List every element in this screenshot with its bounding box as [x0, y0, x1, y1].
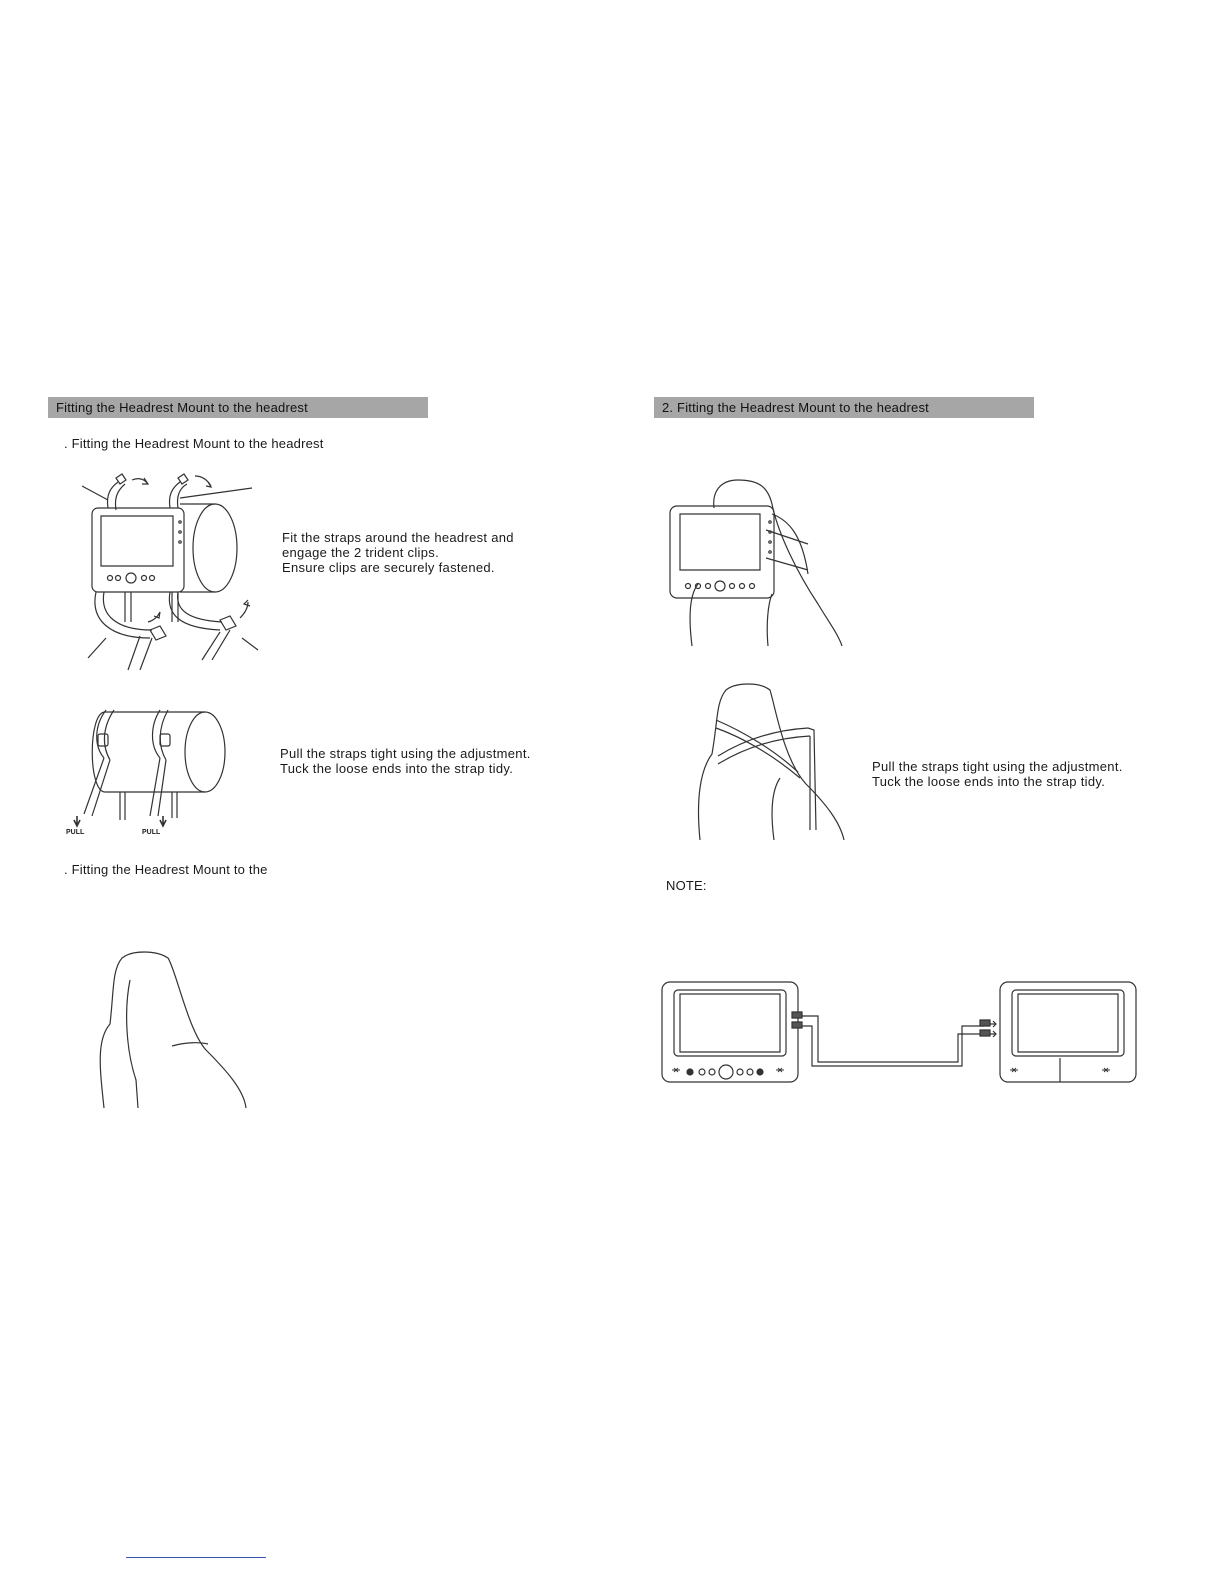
text-line: engage the 2 trident clips.	[282, 545, 439, 560]
seat-headrest-illustration	[96, 950, 248, 1110]
text-line: Fit the straps around the headrest and	[282, 530, 514, 545]
left-section-a-title: . Fitting the Headrest Mount to the headrest	[64, 436, 324, 451]
footer-link-underline[interactable]	[126, 1557, 266, 1558]
text-line: Pull the straps tight using the adjustment.	[280, 746, 531, 761]
text-line: Pull the straps tight using the adjustment.	[872, 759, 1123, 774]
text-line: Tuck the loose ends into the strap tidy.	[872, 774, 1106, 789]
left-section-header: Fitting the Headrest Mount to the headrest	[48, 397, 428, 418]
screen-on-seat-illustration	[668, 474, 848, 649]
pull-straps-illustration	[80, 706, 230, 836]
left-step2-text	[280, 746, 531, 776]
note-label: NOTE:	[666, 878, 707, 893]
two-screens-connection-illustration	[660, 980, 1140, 1085]
pull-label: PULL	[142, 829, 161, 836]
left-step1-text	[282, 530, 514, 575]
left-section-b-title: . Fitting the Headrest Mount to the	[64, 862, 268, 877]
pull-label: PULL	[66, 829, 85, 836]
right-section-header: 2. Fitting the Headrest Mount to the headrest	[654, 397, 1034, 418]
text-line: Ensure clips are securely fastened.	[282, 560, 495, 575]
crossed-straps-illustration	[694, 680, 846, 842]
right-step2-text	[872, 759, 1123, 789]
straps-around-headrest-illustration	[80, 470, 260, 675]
text-line: Tuck the loose ends into the strap tidy.	[280, 761, 514, 776]
